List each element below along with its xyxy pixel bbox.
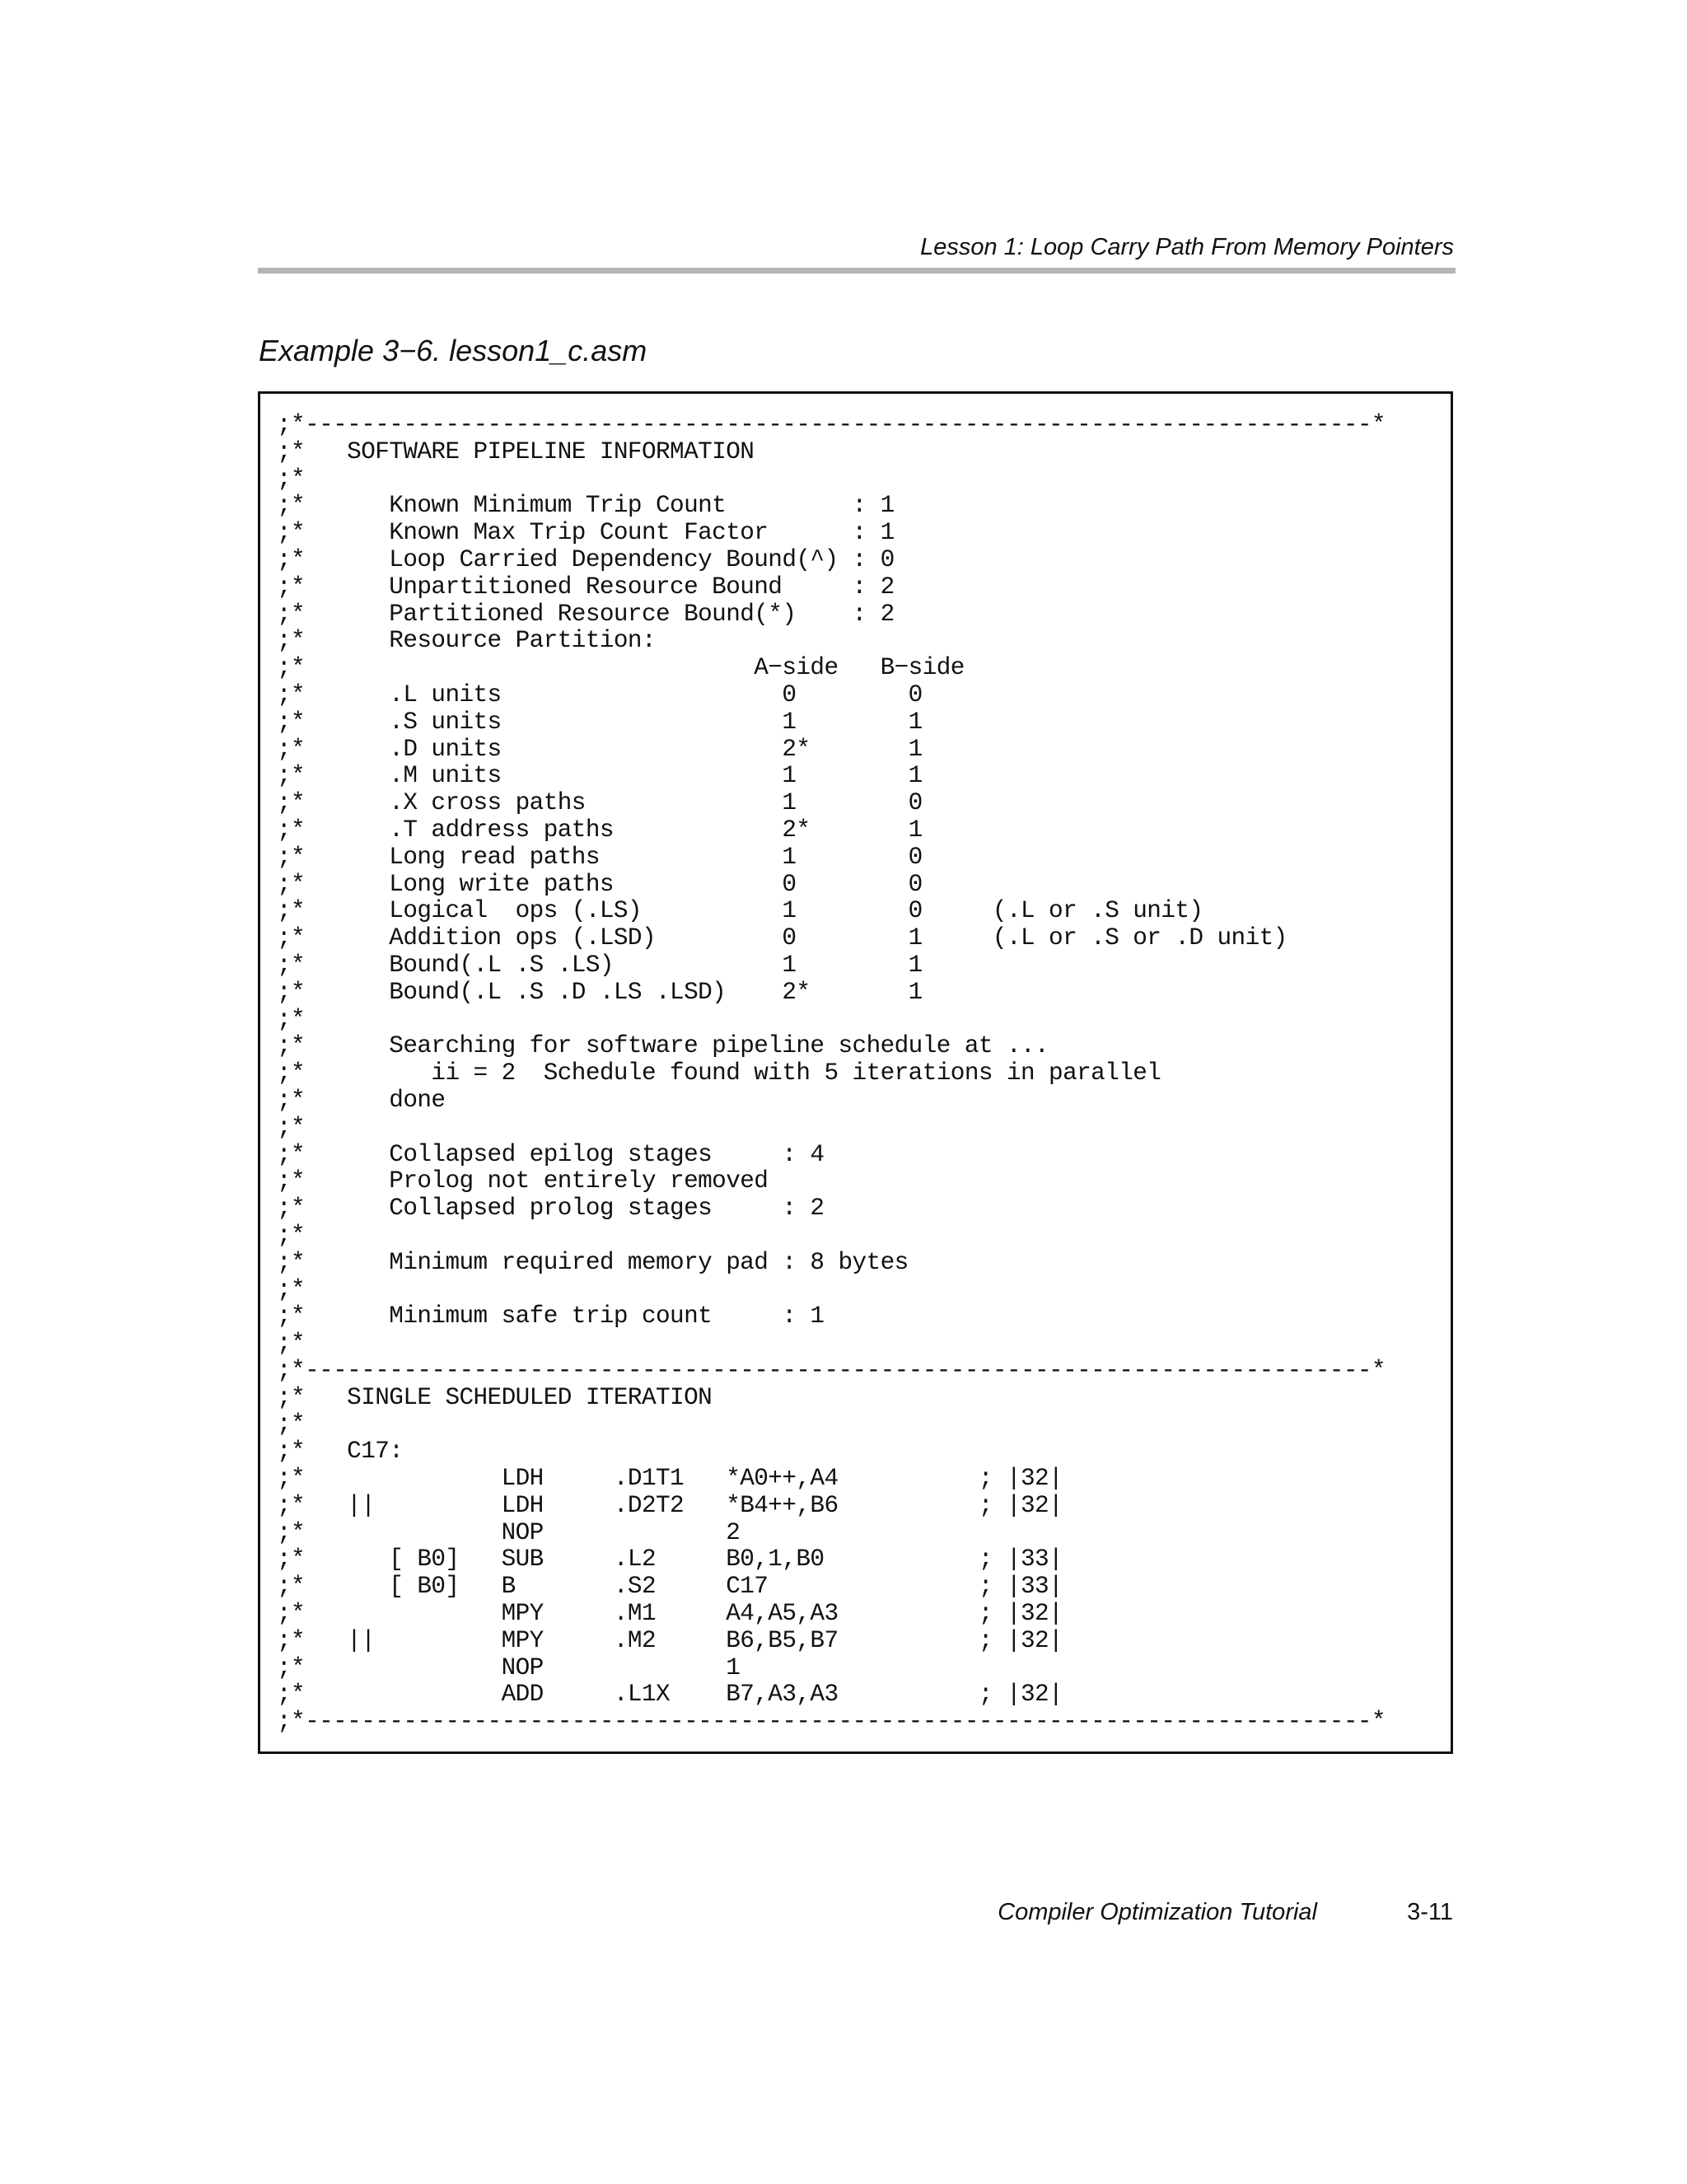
footer-title: Compiler Optimization Tutorial (998, 1899, 1317, 1925)
code-line: ;* .L units 0 0 (277, 680, 923, 709)
code-line: ;* Resource Partition: (277, 627, 657, 655)
page-number: 3-11 (1407, 1899, 1453, 1925)
code-line: ;*----------------------------------------------------------------------------* (277, 1356, 1386, 1384)
code-line: ;* ADD .L1X B7,A3,A3 ; |32| (277, 1681, 1063, 1709)
code-line: ;* Unpartitioned Resource Bound : 2 (277, 573, 895, 601)
code-line: ;* Logical ops (.LS) 1 0 (.L or .S unit) (277, 897, 1203, 925)
example-title: Example 3−6. lesson1_c.asm (259, 334, 647, 367)
code-line: ;* LDH .D1T1 *A0++,A4 ; |32| (277, 1465, 1063, 1493)
code-line: ;* .T address paths 2* 1 (277, 816, 923, 844)
code-line: ;* Bound(.L .S .LS) 1 1 (277, 951, 923, 979)
code-line: ;* MPY .M1 A4,A5,A3 ; |32| (277, 1600, 1063, 1628)
code-listing-box (258, 391, 1453, 1754)
code-line: ;* (277, 1330, 306, 1358)
code-line: ;* .X cross paths 1 0 (277, 789, 923, 817)
code-line: ;* NOP 1 (277, 1653, 741, 1681)
code-line: ;* (277, 465, 306, 493)
code-line: ;* Long write paths 0 0 (277, 870, 923, 898)
code-line: ;* Loop Carried Dependency Bound(^) : 0 (277, 545, 895, 573)
code-line: ;* Collapsed prolog stages : 2 (277, 1195, 825, 1223)
code-line: ;* Long read paths 1 0 (277, 843, 923, 871)
code-line: ;* || LDH .D2T2 *B4++,B6 ; |32| (277, 1491, 1063, 1519)
code-line: ;* || MPY .M2 B6,B5,B7 ; |32| (277, 1626, 1063, 1654)
code-line: ;* ii = 2 Schedule found with 5 iterations in parallel (277, 1059, 1161, 1087)
code-line: ;* (277, 1005, 306, 1033)
code-line: ;* .S units 1 1 (277, 708, 923, 736)
code-line: ;* Prolog not entirely removed (277, 1167, 769, 1195)
code-line: ;* NOP 2 (277, 1518, 741, 1546)
code-line: ;* A−side B−side (277, 654, 965, 682)
code-line: ;* (277, 1221, 306, 1249)
code-line: ;* .D units 2* 1 (277, 735, 923, 763)
code-line: ;*----------------------------------------------------------------------------* (277, 411, 1386, 438)
code-listing (277, 412, 1386, 1736)
running-header: Lesson 1: Loop Carry Path From Memory Pointers (920, 234, 1454, 260)
code-line: ;* (277, 1410, 306, 1438)
header-rule (258, 268, 1456, 274)
code-line: ;* Partitioned Resource Bound(*) : 2 (277, 600, 895, 628)
code-line: ;* [ B0] SUB .L2 B0,1,B0 ; |33| (277, 1546, 1063, 1574)
code-line: ;* Known Minimum Trip Count : 1 (277, 492, 895, 520)
code-line: ;* Minimum safe trip count : 1 (277, 1302, 825, 1331)
code-line: ;* Searching for software pipeline schedule at ... (277, 1032, 1049, 1060)
code-line: ;* Bound(.L .S .D .LS .LSD) 2* 1 (277, 978, 923, 1006)
code-line: ;* Minimum required memory pad : 8 bytes (277, 1248, 909, 1276)
code-line: ;* .M units 1 1 (277, 762, 923, 790)
code-line: ;* SOFTWARE PIPELINE INFORMATION (277, 437, 755, 465)
code-line: ;* [ B0] B .S2 C17 ; |33| (277, 1573, 1063, 1601)
code-line: ;* C17: (277, 1438, 404, 1466)
code-line: ;* Collapsed epilog stages : 4 (277, 1140, 825, 1168)
code-line: ;* (277, 1113, 306, 1141)
code-line: ;* (277, 1275, 306, 1303)
code-line: ;* Known Max Trip Count Factor : 1 (277, 519, 895, 547)
code-line: ;* SINGLE SCHEDULED ITERATION (277, 1383, 713, 1411)
code-line: ;* Addition ops (.LSD) 0 1 (.L or .S or .D unit) (277, 924, 1287, 952)
code-line: ;* done (277, 1086, 446, 1114)
code-line: ;*----------------------------------------------------------------------------* (277, 1708, 1386, 1736)
